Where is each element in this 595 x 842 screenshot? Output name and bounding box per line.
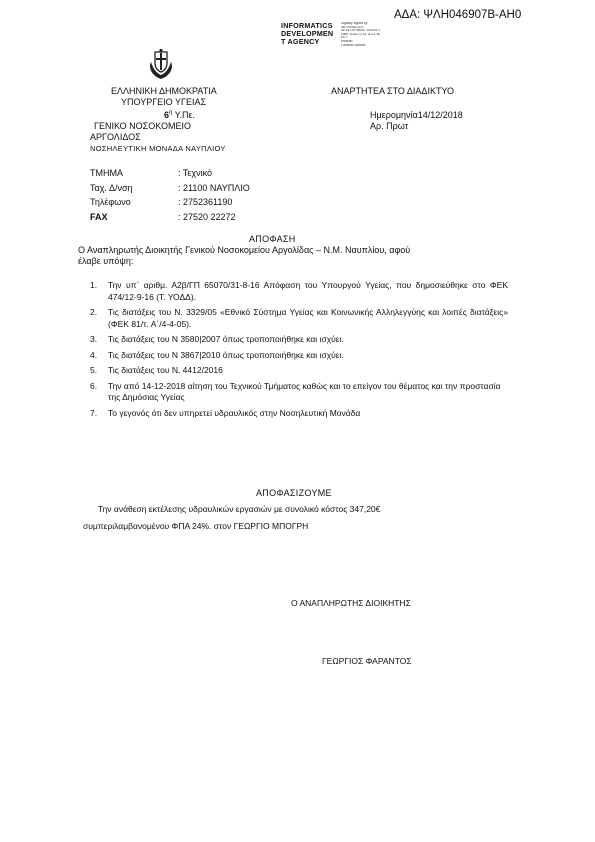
signatory-role: Ο ΑΝΑΠΛΗΡΩΤΗΣ ΔΙΟΙΚΗΤΗΣ (291, 598, 411, 608)
list-item: 4. Τις διατάξεις του Ν 3867|2010 όπως τροποποιήθηκε και ισχύει. (90, 349, 344, 360)
protocol-number: Αρ. Πρωτ (370, 121, 409, 131)
greek-coat-of-arms-icon (148, 48, 174, 80)
contact-row: ΤΜΗΜΑ : Τεχνικό (90, 168, 212, 178)
hospital-region: ΑΡΓΟΛΙΔΟΣ (90, 132, 141, 142)
considerations-list (90, 280, 508, 423)
digital-signature-details: Digitally signed by INFORMATICS DEVELOPMENT AGENCY Date: 2018.12.18 11:21:36 EET Reason: Location: Athens (341, 22, 381, 47)
signature-agency-logo: INFORMATICS DEVELOPMEN T AGENCY (281, 21, 334, 46)
ada-code: ΑΔΑ: ΨΛΗ046907Β-ΑΗ0 (394, 9, 522, 21)
contact-table (90, 166, 250, 224)
list-item: 5. Τις διατάξεις του Ν. 4412/2016 (90, 365, 223, 375)
decision-intro: Ο Αναπληρωτής Διοικητής Γενικού Νοσοκομείου Αργολίδας – Ν.Μ. Ναυπλίου, αφού έλαβε υπόψη: (78, 245, 411, 266)
list-item: 2. Τις διατάξεις του Ν. 3329/05 «Εθνικό Σύστημα Υγείας και Κοινωνικής Αλληλεγγύης και λοιπές διατάξεις» (ΦΕΚ 81/τ. Α΄/4-4-05). (90, 307, 508, 329)
nursing-unit: ΝΟΣΗΛΕΥΤΙΚΗ ΜΟΝΑΔΑ ΝΑΥΠΛΙΟΥ (90, 144, 226, 153)
contact-row: FAX : 27520 22272 (90, 211, 236, 222)
republic-label: ΕΛΛΗΝΙΚΗ ΔΗΜΟΚΡΑΤΙΑ (111, 86, 217, 96)
signatory-name: ΓΕΩΡΓΙΟΣ ΦΑΡΑΝΤΟΣ (322, 656, 412, 666)
decision-title: ΑΠΟΦΑΣΗ (249, 234, 296, 244)
contact-row: Ταχ. Δ/νση : 21100 ΝΑΥΠΛΙΟ (90, 182, 250, 193)
ministry-label: ΥΠΟΥΡΓΕΙΟ ΥΓΕΙΑΣ (121, 97, 207, 107)
list-item: 6. Την από 14-12-2018 αίτηση του Τεχνικού Τμήματος καθώς και το επείγον του θέματος και την προστασία της Δημόσιας Υγείας (90, 380, 501, 402)
list-item: 1. Την υπ΄ αριθμ. Α2β/ΓΠ 65070/31-8-16 Απόφαση του Υπουργού Υγείας, που δημοσιεύθηκε στο ΦΕΚ 474/12-9-16 (Τ. ΥΟΔΔ). (90, 280, 508, 302)
document-date: Ημερομηνία14/12/2018 (370, 110, 463, 120)
list-item: 3. Τις διατάξεις του Ν 3580|2007 όπως τροποποιήθηκε και ισχύει. (90, 334, 344, 344)
hospital-name: ΓΕΝΙΚΟ ΝΟΣΟΚΟΜΕΙΟ (94, 121, 191, 131)
contact-row: Τηλέφωνο : 2752361190 (90, 197, 233, 207)
region-label: $6^\eta$ Υ.Πε. (164, 110, 196, 120)
list-item: 7. Το γεγονός ότι δεν υπηρετεί υδραυλικός στην Νοσηλευτική Μονάδα (90, 407, 361, 418)
decision-text: Την ανάθεση εκτέλεσης υδραυλικών εργασιών με συνολικό κόστος 347,20€ συμπεριλαμβανομένου ΦΠΑ 24%. στον ΓΕΩΡΓΙΟ ΜΠΟΓΡΗ (83, 504, 381, 531)
decide-title: ΑΠΟΦΑΣΙΖΟΥΜΕ (256, 488, 332, 498)
internet-post-notice: ΑΝΑΡΤΗΤΕΑ ΣΤΟ ΔΙΑΔΙΚΤΥΟ (331, 86, 454, 96)
